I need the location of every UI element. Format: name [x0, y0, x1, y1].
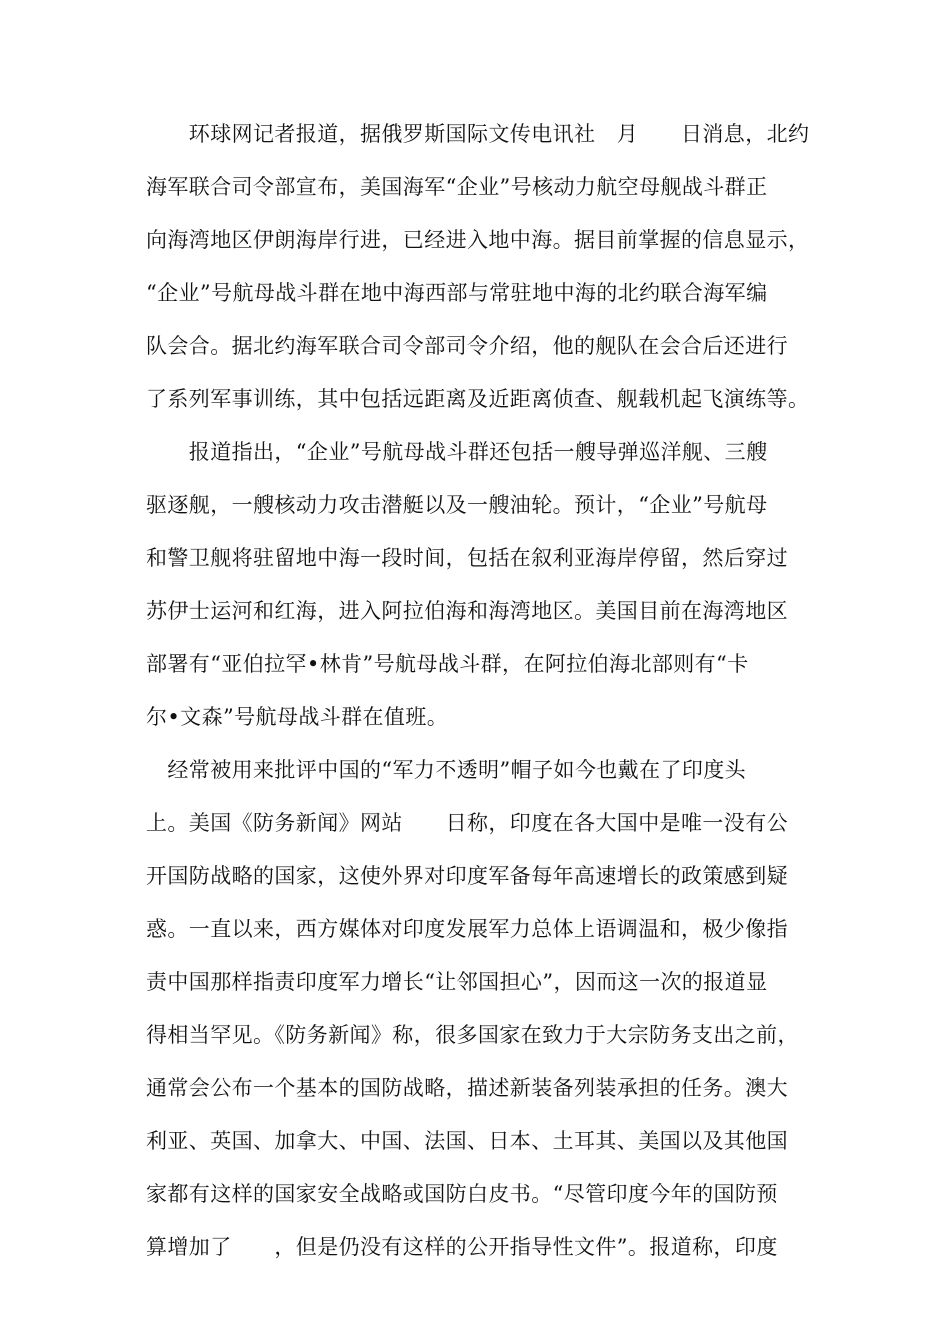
- text-line: 尔•文森”号航母战斗群在值班。: [146, 705, 449, 729]
- text-line: 通常会公布一个基本的国防战略，描述新装备列装承担的任务。澳大: [146, 1076, 788, 1100]
- text-line: 惑。一直以来，西方媒体对印度发展军力总体上语调温和，极少像指: [146, 917, 788, 941]
- text-line: 家都有这样的国家安全战略或国防白皮书。“尽管印度今年的国防预: [146, 1182, 778, 1206]
- article-body: [146, 108, 810, 1274]
- text-line: 报道指出，“企业”号航母战斗群还包括一艘导弹巡洋舰、三艘: [146, 440, 768, 464]
- text-line: 得相当罕见。《防务新闻》称，很多国家在致力于大宗防务支出之前，: [146, 1023, 799, 1047]
- text-line: 海军联合司令部宣布，美国海军“企业”号核动力航空母舰战斗群正: [146, 175, 768, 199]
- text-line: 经常被用来批评中国的“军力不透明”帽子如今也戴在了印度头: [146, 758, 747, 782]
- text-line: 队会合。据北约海军联合司令部司令介绍，他的舰队在会合后还进行: [146, 334, 788, 358]
- text-line: 了系列军事训练，其中包括远距离及近距离侦查、舰载机起飞演练等。: [146, 387, 810, 411]
- text-line: 开国防战略的国家，这使外界对印度军备每年高速增长的政策感到疑: [146, 864, 788, 888]
- text-line: 环球网记者报道，据俄罗斯国际文传电讯社 月 日消息，北约: [146, 122, 810, 146]
- text-line: 上。美国《防务新闻》网站 日称，印度在各大国中是唯一没有公: [146, 811, 788, 835]
- text-line: 向海湾地区伊朗海岸行进，已经进入地中海。据目前掌握的信息显示，: [146, 228, 810, 252]
- text-line: 和警卫舰将驻留地中海一段时间，包括在叙利亚海岸停留，然后穿过: [146, 546, 788, 570]
- text-line: 算增加了 ，但是仍没有这样的公开指导性文件”。报道称，印度: [146, 1235, 778, 1259]
- text-line: 苏伊士运河和红海，进入阿拉伯海和海湾地区。美国目前在海湾地区: [146, 599, 788, 623]
- text-line: 责中国那样指责印度军力增长“让邻国担心”，因而这一次的报道显: [146, 970, 768, 994]
- text-line: 利亚、英国、加拿大、中国、法国、日本、土耳其、美国以及其他国: [146, 1129, 788, 1153]
- text-line: 部署有“亚伯拉罕•林肯”号航母战斗群，在阿拉伯海北部则有“卡: [146, 652, 749, 676]
- text-line: “企业”号航母战斗群在地中海西部与常驻地中海的北约联合海军编: [146, 281, 768, 305]
- text-line: 驱逐舰，一艘核动力攻击潜艇以及一艘油轮。预计，“企业”号航母: [146, 493, 768, 517]
